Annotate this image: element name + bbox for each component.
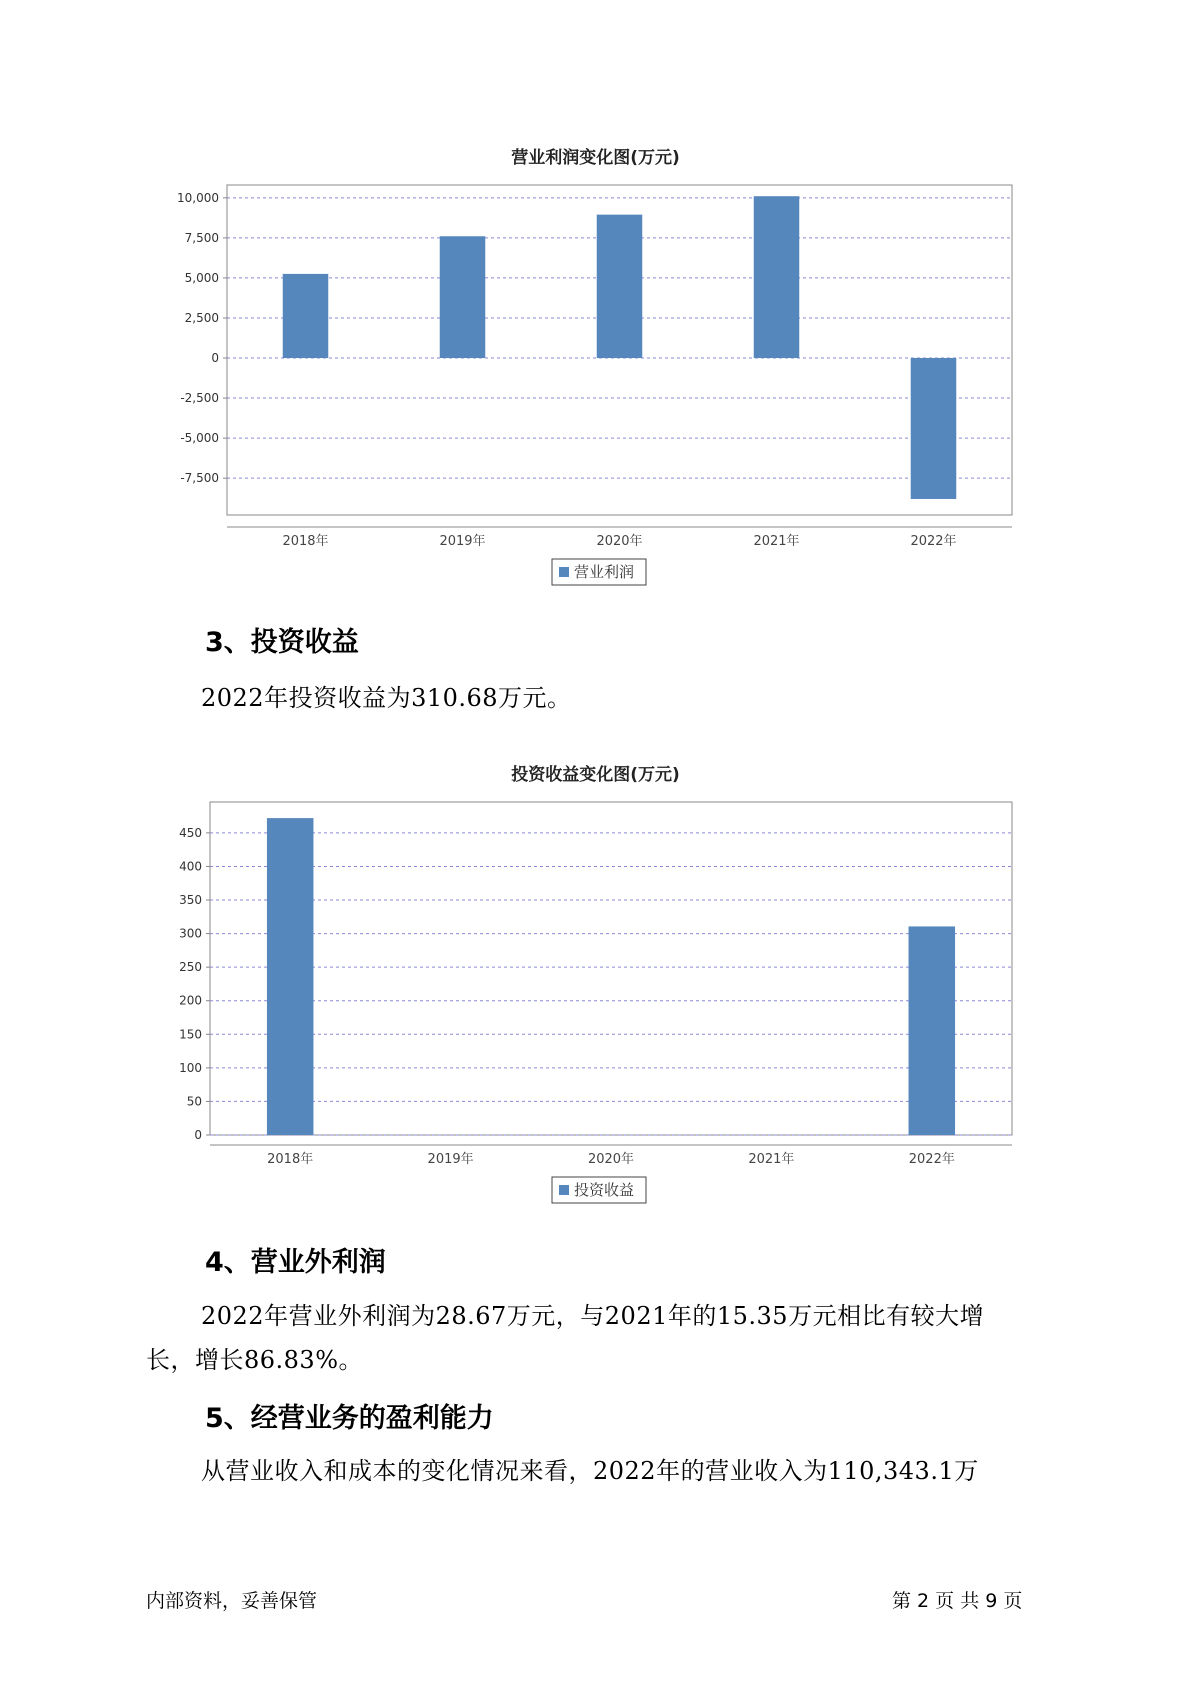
- legend-swatch: [559, 1185, 569, 1195]
- x-tick-label: 2020年: [587, 1152, 635, 1167]
- section3-heading: 3、投资收益: [205, 627, 359, 658]
- bar: [909, 926, 956, 1135]
- x-tick-label: 2020年: [596, 534, 643, 549]
- x-tick-label: 2021年: [753, 534, 800, 549]
- y-tick-label: 100: [179, 1060, 202, 1075]
- x-tick-label: 2019年: [427, 1152, 474, 1167]
- y-tick-label: 450: [179, 825, 202, 840]
- y-tick-label: 7,500: [184, 230, 219, 245]
- bar: [283, 274, 329, 358]
- legend-label: 投资收益: [574, 1181, 635, 1199]
- x-tick-label: 2019年: [439, 534, 486, 549]
- y-tick-label: 350: [179, 893, 202, 908]
- y-tick-label: -7,500: [180, 471, 219, 486]
- section5-heading: 5、经营业务的盈利能力: [205, 1403, 494, 1434]
- x-tick-label: 2022年: [910, 534, 957, 549]
- chart2-title: 投资收益变化图(万元): [511, 765, 680, 785]
- footer-confidential: 内部资料，妥善保管: [146, 1590, 318, 1612]
- legend-label: 营业利润: [574, 563, 635, 581]
- y-tick-label: 2,500: [184, 310, 219, 325]
- y-tick-label: 300: [179, 926, 202, 941]
- section3-text: 2022年投资收益为310.68万元。: [201, 684, 572, 712]
- y-tick-label: -2,500: [180, 391, 219, 406]
- y-tick-label: 200: [179, 993, 202, 1008]
- y-tick-label: 10,000: [177, 190, 219, 205]
- operating-profit-chart: [0, 170, 1191, 770]
- legend-swatch: [559, 567, 569, 577]
- y-tick-label: 0: [194, 1128, 202, 1142]
- y-tick-label: 400: [179, 859, 202, 874]
- bar: [754, 196, 800, 358]
- y-tick-label: 50: [186, 1094, 202, 1109]
- section4-line1: 2022年营业外利润为28.67万元，与2021年的15.35万元相比有较大增: [201, 1302, 985, 1330]
- bar: [597, 215, 643, 358]
- bar: [911, 358, 957, 499]
- footer-page-number: 第 2 页 共 9 页: [892, 1590, 1023, 1612]
- bar: [440, 236, 486, 358]
- x-tick-label: 2018年: [267, 1152, 314, 1167]
- section4-line2: 长，增长86.83%。: [146, 1346, 364, 1374]
- y-tick-label: 250: [179, 960, 202, 975]
- y-tick-label: 5,000: [184, 270, 219, 285]
- y-tick-label: 0: [211, 351, 219, 366]
- investment-income-chart: [0, 790, 1191, 1210]
- x-tick-label: 2022年: [908, 1152, 955, 1167]
- plot-frame: [210, 802, 1012, 1135]
- section5-text: 从营业收入和成本的变化情况来看，2022年的营业收入为110,343.1万: [201, 1457, 979, 1485]
- y-tick-label: -5,000: [180, 431, 219, 446]
- x-tick-label: 2021年: [748, 1152, 795, 1167]
- bar: [267, 818, 314, 1135]
- section4-heading: 4、营业外利润: [205, 1247, 386, 1278]
- x-tick-label: 2018年: [282, 534, 329, 549]
- y-tick-label: 150: [179, 1027, 202, 1042]
- chart1-title: 营业利润变化图(万元): [511, 148, 680, 168]
